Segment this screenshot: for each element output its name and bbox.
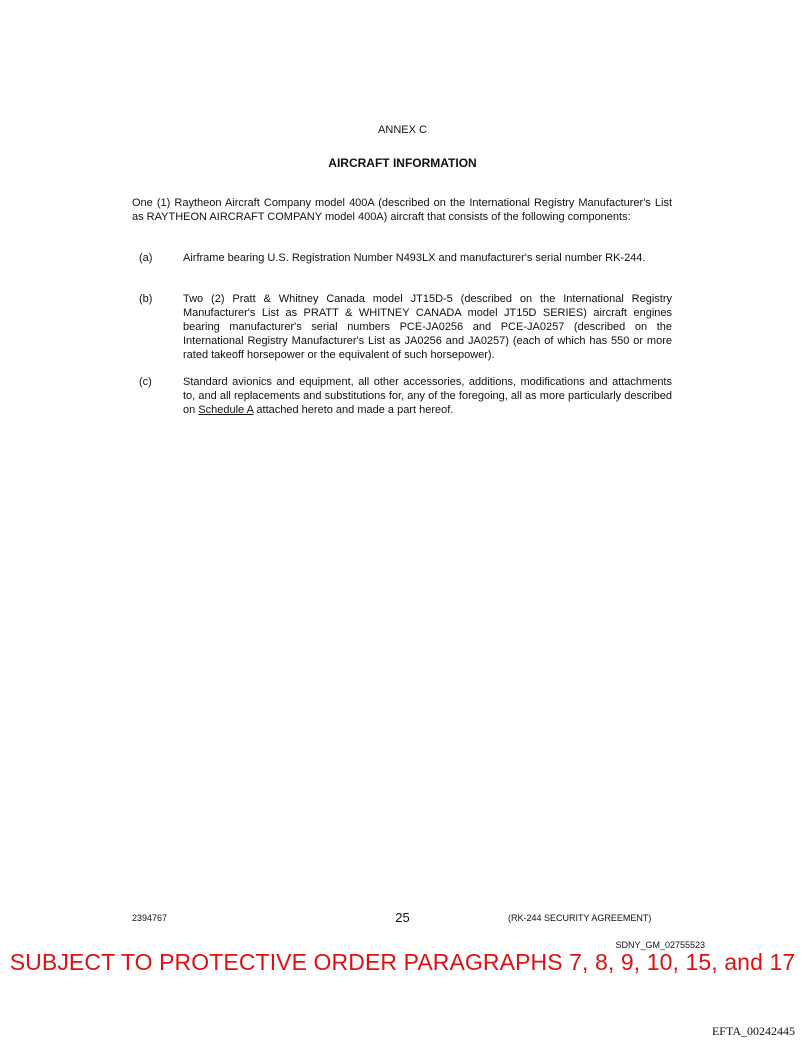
list-item-letter: (a) [139, 252, 153, 264]
list-item-letter: (c) [139, 376, 152, 388]
annex-title: AIRCRAFT INFORMATION [328, 156, 477, 170]
annex-label: ANNEX C [378, 124, 427, 136]
list-item-text [183, 375, 672, 417]
list-item-b [132, 292, 672, 362]
footer-page-number: 25 [395, 910, 410, 925]
list-item-text: Two (2) Pratt & Whitney Canada model JT15D-5 (described on the International Registry Manufacturer's List as PRATT & WHITNEY CANADA model JT15D SERIES) aircraft engines bearing manufacturer's serial numbers PCE-JA0256 and PCE-JA0257 (described on the International Registry Manufacturer's List as JA0256 and JA0257) (each of which has 550 or more rated takeoff horsepower or the equivalent of such horsepower). [183, 293, 672, 361]
protective-order-notice: SUBJECT TO PROTECTIVE ORDER PARAGRAPHS 7, 8, 9, 10, 15, and 17 [9, 949, 796, 975]
bates-number: SDNY_GM_02755523 [615, 940, 705, 950]
footer-doc-number: 2394767 [132, 913, 168, 923]
efta-number: EFTA_00242445 [711, 1024, 795, 1038]
list-item-text-before: Standard avionics and equipment, all other accessories, additions, modifications and attachments to, and all replacements and substitutions for, any of the foregoing, all as more particularly described on [183, 376, 672, 416]
list-item-a [132, 251, 672, 265]
list-item-text: Airframe bearing U.S. Registration Number N493LX and manufacturer's serial number RK-244. [183, 252, 646, 264]
schedule-a-reference: Schedule A [198, 404, 254, 416]
intro-paragraph: One (1) Raytheon Aircraft Company model 400A (described on the International Registry Manufacturer's List as RAYTHEON AIRCRAFT COMPANY model 400A) aircraft that consists of the following components: [132, 197, 672, 223]
list-item-c [132, 375, 672, 417]
footer-agreement-title: (RK-244 SECURITY AGREEMENT) [508, 913, 652, 923]
list-item-text-after: attached hereto and made a part hereof. [253, 404, 454, 416]
list-item-letter: (b) [139, 293, 153, 305]
